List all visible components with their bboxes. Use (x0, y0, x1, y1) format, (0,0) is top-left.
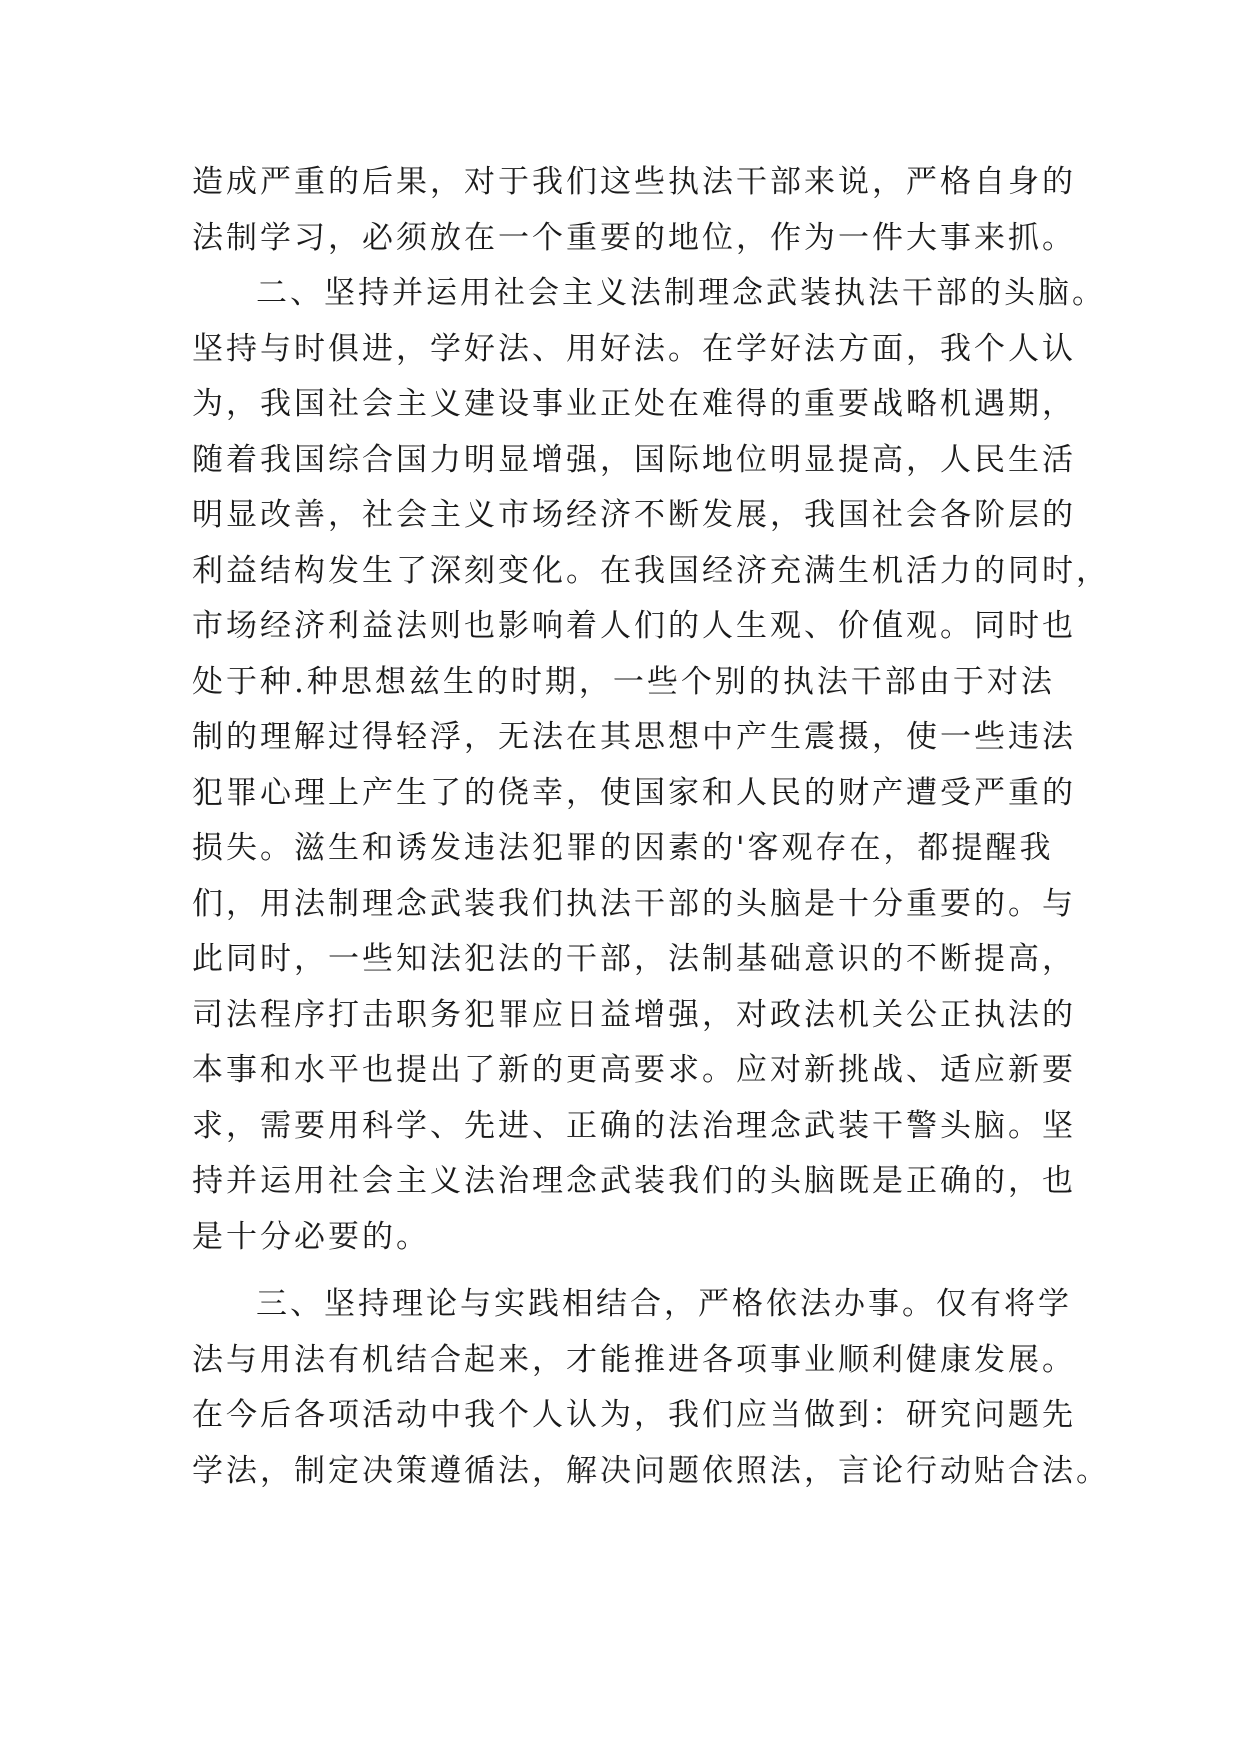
text-line: 法制学习，必须放在一个重要的地位，作为一件大事来抓。 (192, 219, 1076, 256)
text-line: 为，我国社会主义建设事业正处在难得的重要战略机遇期， (192, 386, 1076, 422)
text-line: 利益结构发生了深刻变化。在我国经济充满生机活力的同时， (192, 552, 1110, 589)
text-line: 造成严重的后果，对于我们这些执法干部来说，严格自身的 (192, 164, 1076, 200)
section-heading-two: 二、坚持并运用社会主义法制理念武装执法干部的头脑。 (256, 275, 1106, 311)
text-line: 损失。滋生和诱发违法犯罪的因素的'客观存在，都提醒我 (192, 830, 1054, 866)
text-line: 持并运用社会主义法治理念武装我们的头脑既是正确的，也 (192, 1163, 1076, 1199)
text-line: 法与用法有机结合起来，才能推进各项事业顺利健康发展。 (192, 1341, 1076, 1378)
text-line: 明显改善，社会主义市场经济不断发展，我国社会各阶层的 (192, 497, 1076, 533)
text-line: 市场经济利益法则也影响着人们的人生观、价值观。同时也 (192, 608, 1076, 644)
text-line: 们，用法制理念武装我们执法干部的头脑是十分重要的。与 (192, 885, 1076, 922)
text-line: 求，需要用科学、先进、正确的法治理念武装干警头脑。坚 (192, 1107, 1076, 1144)
text-line: 本事和水平也提出了新的更高要求。应对新挑战、适应新要 (192, 1052, 1076, 1088)
text-line: 坚持与时俱进，学好法、用好法。在学好法方面，我个人认 (192, 330, 1076, 367)
text-line: 是十分必要的。 (192, 1218, 430, 1255)
text-line: 制的理解过得轻浮，无法在其思想中产生震摄，使一些违法 (192, 719, 1076, 755)
section-heading-three: 三、坚持理论与实践相结合，严格依法办事。仅有将学 (256, 1286, 1072, 1322)
text-line: 随着我国综合国力明显增强，国际地位明显提高，人民生活 (192, 441, 1076, 478)
text-line: 学法，制定决策遵循法，解决问题依照法，言论行动贴合法。 (192, 1452, 1110, 1489)
text-line: 此同时，一些知法犯法的干部，法制基础意识的不断提高， (192, 941, 1076, 977)
text-line: 在今后各项活动中我个人认为，我们应当做到：研究问题先 (192, 1397, 1076, 1433)
text-line: 司法程序打击职务犯罪应日益增强，对政法机关公正执法的 (192, 996, 1076, 1033)
text-line: 犯罪心理上产生了的侥幸，使国家和人民的财产遭受严重的 (192, 774, 1076, 811)
document-body (192, 155, 1110, 1499)
text-line: 处于种.种思想兹生的时期，一些个别的执法干部由于对法 (192, 663, 1055, 700)
